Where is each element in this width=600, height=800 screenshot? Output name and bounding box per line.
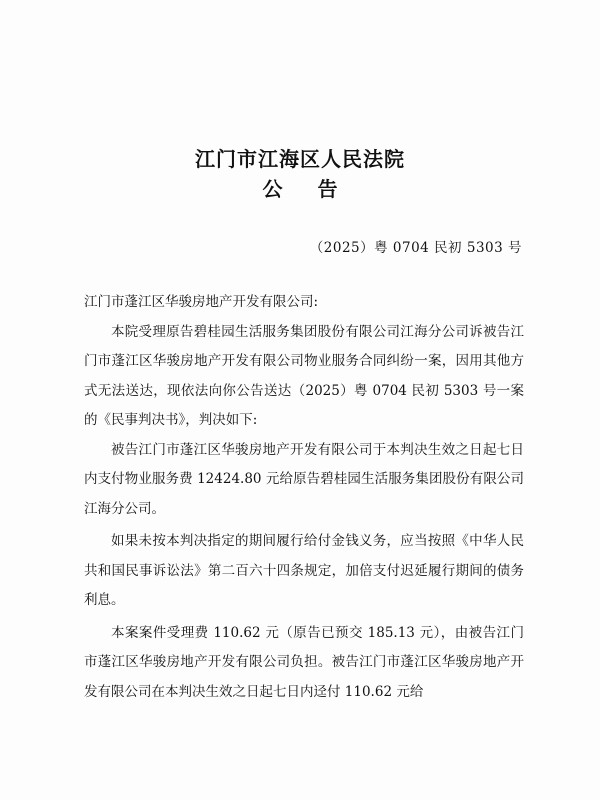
notice-body: [84, 288, 524, 707]
notice-title: 公 告: [262, 177, 352, 201]
case-number: （2025）粤 0704 民初 5303 号: [309, 240, 522, 256]
court-name: 江门市江海区人民法院: [195, 147, 405, 171]
paragraph-late-interest: 如果未按本判决指定的期间履行给付金钱义务，应当按照《中华人民共和国民事诉讼法》第二百六十四条规定，加倍支付迟延履行期间的债务利息。: [84, 533, 524, 608]
paragraph-court-fee: 本案案件受理费 110.62 元（原告已预交 185.13 元），由被告江门市蓬江区华骏房地产开发有限公司负担。被告江门市蓬江区华骏房地产开发有限公司在本判决生效之日起七日内迳付 110.62 元给: [84, 624, 524, 700]
paragraph-acceptance: 本院受理原告碧桂园生活服务集团股份有限公司江海分公司诉被告江门市蓬江区华骏房地产开发有限公司物业服务合同纠纷一案，因用其他方式无法送达，现依法向你公告送达（2025）粤 0704 民初 5303 号一案的《民事判决书》，判决如下:: [84, 323, 524, 428]
addressee: 江门市蓬江区华骏房地产开发有限公司:: [84, 294, 319, 310]
paragraph-judgment: 被告江门市蓬江区华骏房地产开发有限公司于本判决生效之日起七日内支付物业服务费 12424.80 元给原告碧桂园生活服务集团股份有限公司江海分公司。: [84, 441, 524, 517]
